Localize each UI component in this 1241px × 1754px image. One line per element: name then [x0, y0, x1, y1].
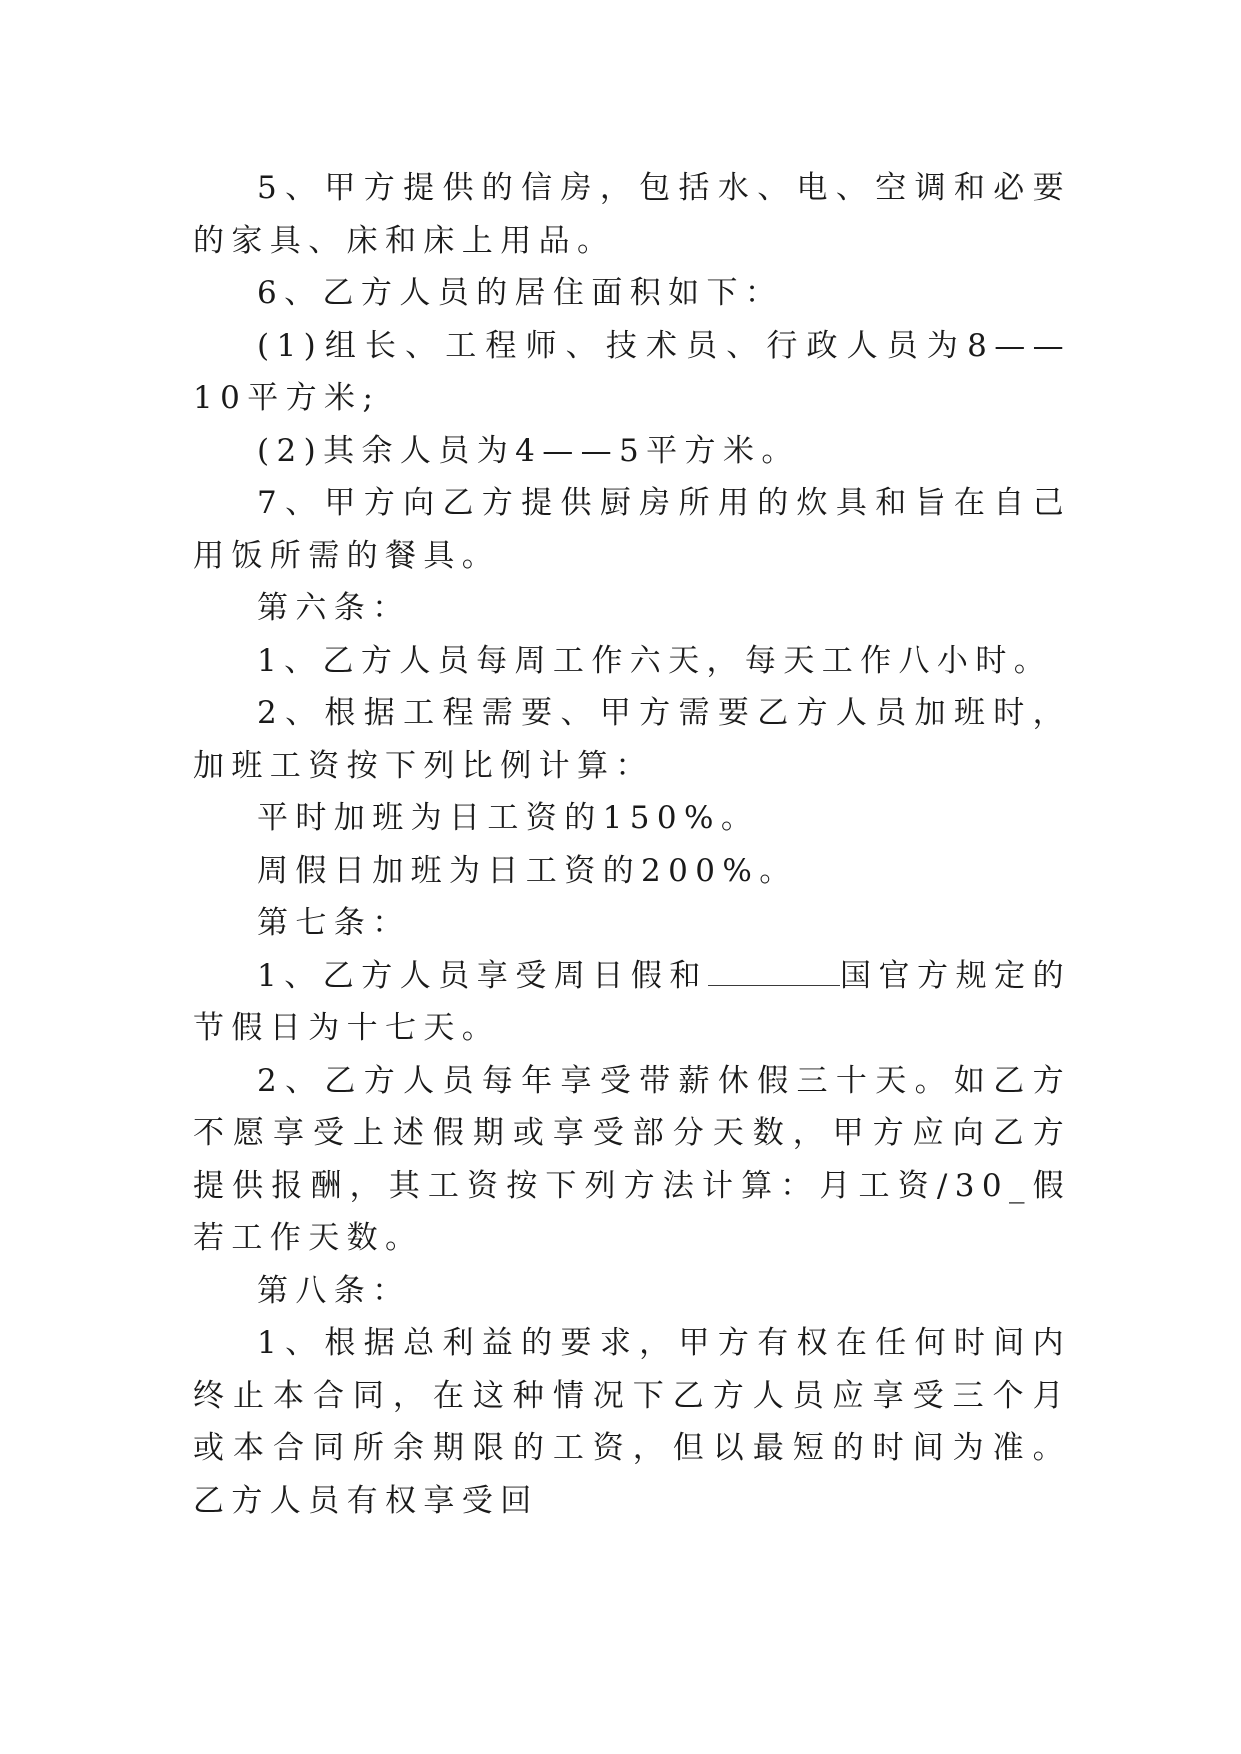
paragraph-article6-item1: 1、乙方人员每周工作六天，每天工作八小时。 — [257, 642, 1053, 679]
paragraph-article7-item1-tail: 国官方规定的节假日为十七天。 — [193, 957, 1071, 1046]
paragraph-article7-item2: 2、乙方人员每年享受带薪休假三十天。如乙方不愿享受上述假期或享受部分天数，甲方应向乙方提供报酬，其工资按下列方法计算：月工资/30_假若工作天数。 — [193, 1062, 1071, 1256]
paragraph-article8-item1: 1、根据总利益的要求，甲方有权在任何时间内终止本合同，在这种情况下乙方人员应享受三个月或本合同所余期限的工资，但以最短的时间为准。乙方人员有权享受回 — [193, 1325, 1071, 1519]
paragraph-item-5-housing: 5、甲方提供的信房，包括水、电、空调和必要的家具、床和床上用品。 — [193, 170, 1071, 259]
document-body — [193, 162, 1071, 1527]
paragraph-subitem-2-area: (2)其余人员为4——5平方米。 — [257, 432, 800, 469]
paragraph-article7-item1-lead: 1、乙方人员享受周日假和 — [257, 957, 708, 994]
paragraph-subitem-1-area: (1)组长、工程师、技术员、行政人员为8——10平方米; — [193, 327, 1071, 416]
article-6-heading: 第六条： — [257, 590, 411, 626]
paragraph-item-6-living-area: 6、乙方人员的居住面积如下： — [257, 275, 784, 311]
fill-in-blank-country — [708, 963, 840, 986]
paragraph-overtime-weekday: 平时加班为日工资的150%。 — [257, 800, 760, 836]
article-8-heading: 第八条： — [257, 1272, 411, 1309]
paragraph-article6-item2: 2、根据工程需要、甲方需要乙方人员加班时，加班工资按下列比例计算： — [193, 695, 1071, 784]
paragraph-overtime-holiday: 周假日加班为日工资的200%。 — [257, 852, 798, 889]
paragraph-article7-item1 — [193, 950, 1071, 1055]
article-7-heading: 第七条： — [257, 905, 411, 941]
paragraph-item-7-kitchenware: 7、甲方向乙方提供厨房所用的炊具和旨在自己用饭所需的餐具。 — [193, 485, 1071, 574]
